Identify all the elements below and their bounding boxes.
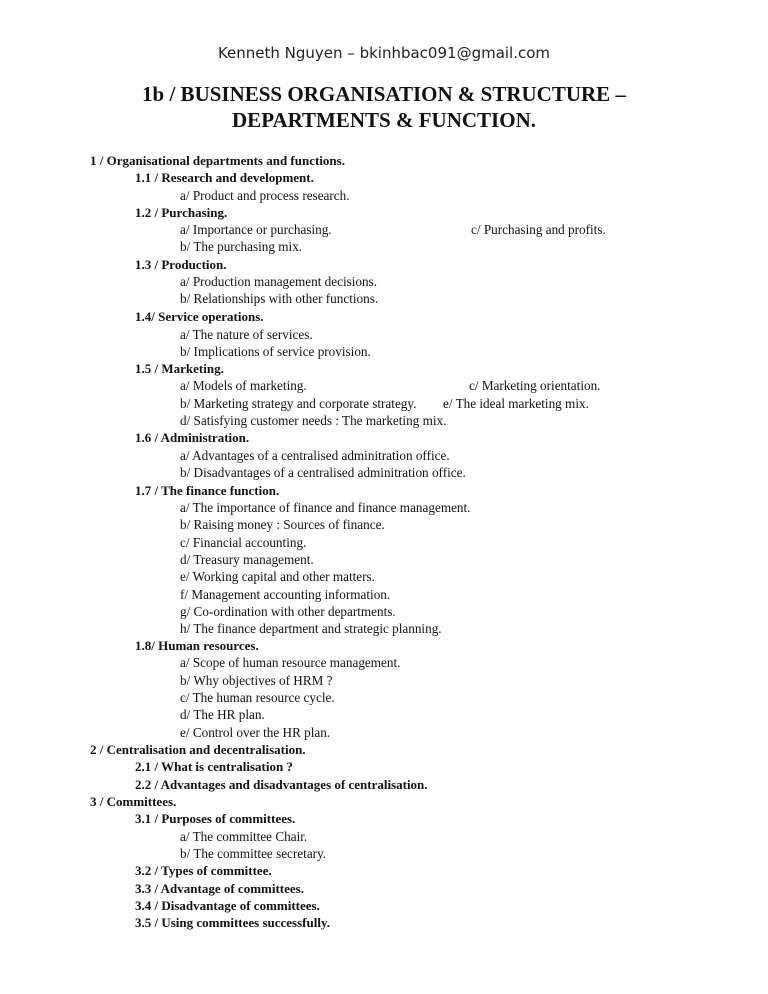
outline-item-row (180, 221, 700, 239)
section-2-2-heading: 2.2 / Advantages and disadvantages of centralisation. (135, 777, 428, 792)
section-1-7-heading: 1.7 / The finance function. (135, 483, 280, 498)
document-header: Kenneth Nguyen – bkinhbac091@gmail.com (217, 44, 551, 62)
section-1-5-heading: 1.5 / Marketing. (135, 361, 224, 376)
outline-item: b/ Relationships with other functions. (180, 291, 379, 306)
outline-item: c/ Financial accounting. (180, 535, 307, 550)
section-3-1-heading: 3.1 / Purposes of committees. (135, 811, 296, 826)
section-3-4-heading: 3.4 / Disadvantage of committees. (135, 898, 320, 913)
section-1-2-heading: 1.2 / Purchasing. (135, 205, 228, 220)
outline-item: a/ Models of marketing. (180, 378, 307, 393)
section-2-1-heading: 2.1 / What is centralisation ? (135, 759, 293, 774)
section-1-3-heading: 1.3 / Production. (135, 257, 227, 272)
section-3-5-heading: 3.5 / Using committees successfully. (135, 915, 330, 930)
outline-item-row (180, 395, 700, 413)
title-line-2: DEPARTMENTS & FUNCTION. (232, 108, 536, 132)
section-3-3-heading: 3.3 / Advantage of committees. (135, 881, 304, 896)
outline-item: a/ Advantages of a centralised adminitration office. (180, 448, 450, 463)
outline-item: d/ Treasury management. (180, 552, 314, 567)
outline-item: a/ Importance or purchasing. (180, 222, 332, 237)
outline-item: a/ The nature of services. (180, 327, 313, 342)
title-line-1: 1b / BUSINESS ORGANISATION & STRUCTURE – (142, 82, 626, 106)
outline-item: b/ Marketing strategy and corporate strategy. (180, 396, 417, 411)
outline-item: a/ The committee Chair. (180, 829, 308, 844)
section-1-8-heading: 1.8/ Human resources. (135, 638, 259, 653)
document-title (0, 81, 768, 133)
outline-item: b/ Why objectives of HRM ? (180, 673, 333, 688)
outline-item: c/ The human resource cycle. (180, 690, 335, 705)
outline-item: d/ Satisfying customer needs : The marketing mix. (180, 413, 447, 428)
outline-item: a/ The importance of finance and finance management. (180, 500, 471, 515)
section-1-4-heading: 1.4/ Service operations. (135, 309, 264, 324)
outline-item: b/ Implications of service provision. (180, 344, 371, 359)
outline-item: a/ Product and process research. (180, 188, 350, 203)
section-1-heading: 1 / Organisational departments and functions. (90, 153, 345, 168)
outline-item: d/ The HR plan. (180, 707, 265, 722)
outline-item: a/ Production management decisions. (180, 274, 378, 289)
outline-item: b/ The purchasing mix. (180, 239, 303, 254)
outline-item-row (180, 377, 700, 395)
section-3-heading: 3 / Committees. (90, 794, 177, 809)
outline-item: g/ Co-ordination with other departments. (180, 604, 396, 619)
section-1-6-heading: 1.6 / Administration. (135, 430, 250, 445)
outline-item: e/ Control over the HR plan. (180, 725, 331, 740)
outline-item: b/ The committee secretary. (180, 846, 327, 861)
outline-item: b/ Disadvantages of a centralised adminitration office. (180, 465, 466, 480)
section-3-2-heading: 3.2 / Types of committee. (135, 863, 272, 878)
outline-item: c/ Purchasing and profits. (471, 222, 606, 237)
outline-item: a/ Scope of human resource management. (180, 655, 401, 670)
outline-item: h/ The finance department and strategic planning. (180, 621, 442, 636)
outline-item: e/ The ideal marketing mix. (443, 396, 589, 411)
outline-item: e/ Working capital and other matters. (180, 569, 375, 584)
outline-item: f/ Management accounting information. (180, 587, 391, 602)
section-1-1-heading: 1.1 / Research and development. (135, 170, 314, 185)
outline-item: c/ Marketing orientation. (469, 378, 601, 393)
section-2-heading: 2 / Centralisation and decentralisation. (90, 742, 306, 757)
outline-item: b/ Raising money : Sources of finance. (180, 517, 385, 532)
